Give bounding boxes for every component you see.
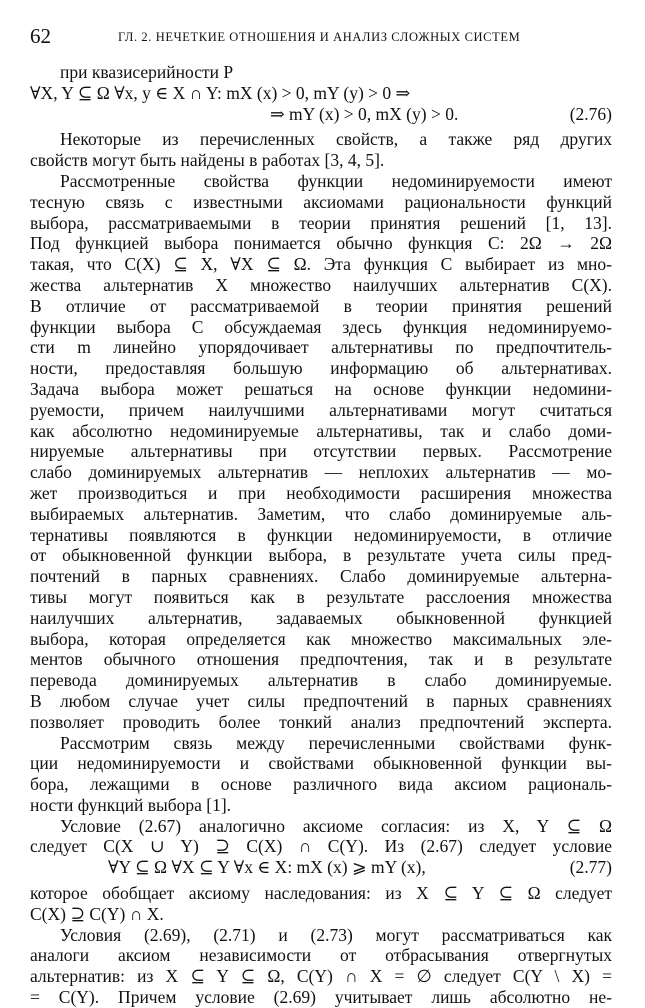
text-line: Рассмотрим связь между перечисленными свойствами функ- [60,732,612,753]
text-line: ции недоминируемости и свойствами обыкновенной функции вы- [30,753,612,774]
page-number: 62 [30,24,51,48]
equation-number: (2.76) [569,103,612,124]
text-line: нируемые альтернативы при отсутствии первых. Рассмотрение [30,441,612,462]
text-line: выбора, которая определяется как множество максимальных эле- [30,628,612,649]
text-line: жет производиться и при необходимости расширения множества [30,482,612,503]
text-line: бора, лежащими в основе различного вида аксиом рациональ- [30,774,612,795]
page-body [30,62,612,1008]
text-line: аналоги аксиом независимости от отбрасывания отвергнутых [30,945,612,966]
equation-number: (2.77) [569,857,612,878]
text-line: функции выбора C обсуждаемая здесь функция недоминируемо- [30,316,612,337]
formula-line-numbered [30,857,612,878]
text-line: тивы могут появиться как в результате расслоения множества [30,586,612,607]
page-header [30,24,620,54]
formula-continuation: ⇒ mY (x) > 0, mX (y) > 0. [270,103,459,124]
text-line: наилучших альтернатив, задаваемых обыкновенной функцией [30,607,612,628]
text-line: следует C(X ∪ Y) ⊇ C(X) ∩ C(Y). Из (2.67) следует условие [30,836,612,857]
text-line: перевода доминируемых альтернатив в слабо доминируемые. [30,670,612,691]
text-line: которое обобщает аксиому наследования: из X ⊆ Y ⊆ Ω следует [30,883,612,904]
formula-line: ∀X, Y ⊆ Ω ∀x, y ∈ X ∩ Y: mX (x) > 0, mY (y) > 0 ⇒ [30,82,411,103]
text-line: Задача выбора может решаться на основе функции недомини- [30,378,612,399]
text-line: альтернатив: из X ⊆ Y ⊆ Ω, C(Y) ∩ X = ∅ следует C(Y \ X) = [30,966,612,987]
text-line: Под функцией выбора понимается обычно функция C: 2Ω → 2Ω [30,233,612,254]
formula-line-numbered [30,104,612,125]
text-line: C(X) ⊇ C(Y) ∩ X. [30,903,164,924]
formula: ∀Y ⊆ Ω ∀X ⊆ Y ∀x ∈ X: mX (x) ⩾ mY (x), [108,857,426,878]
text-line: Условие (2.67) аналогично аксиоме согласия: из X, Y ⊆ Ω [60,815,612,836]
text-line: выбираемых альтернатив. Заметим, что слабо доминируемые аль- [30,503,612,524]
text-line: как абсолютно недоминируемые альтернативы, так и слабо доми- [30,420,612,441]
text-line: позволяет проводить более тонкий анализ предпочтений эксперта. [30,711,612,732]
text-line: ментов обычного отношения предпочтения, так и в результате [30,649,612,670]
text-line: выбора, рассматриваемыми в теории принятия решений [1, 13]. [30,212,612,233]
text-line: В отличие от рассматриваемой в теории принятия решений [30,295,612,316]
text-line: почтений в парных сравнениях. Слабо доминируемые альтерна- [30,566,612,587]
text-line: Рассмотренные свойства функции недоминируемости имеют [60,170,612,191]
text-line: Условия (2.69), (2.71) и (2.73) могут рассматриваться как [60,924,612,945]
text-line: руемости, причем наилучшими альтернативами могут считаться [30,399,612,420]
text-line: Некоторые из перечисленных свойств, а также ряд других [60,129,612,150]
text-line: свойств могут быть найдены в работах [3, 4, 5]. [30,150,385,171]
text-line: ности, предоставляя большую информацию об альтернативах. [30,358,612,379]
text-line: тернативы появляются в функции недоминируемости, в отличие [30,524,612,545]
text-line: при квазисерийности P [60,62,234,82]
text-line: жества альтернатив X множество наилучших альтернатив C(X). [30,274,612,295]
text-line: тесную связь с известными аксиомами рациональности функций [30,191,612,212]
text-line: такая, что C(X) ⊆ X, ∀X ⊆ Ω. Эта функция C выбирает из мно- [30,254,612,275]
text-line: = C(Y). Причем условие (2.69) учитывает лишь абсолютно не- [30,987,612,1008]
text-line: В любом случае учет силы предпочтений в парных сравнениях [30,690,612,711]
text-line: ности функций выбора [1]. [30,794,232,815]
text-line: от обыкновенной функции выбора, в результате учета силы пред- [30,545,612,566]
text-line: слабо доминируемых альтернатив — неплохих альтернатив — мо- [30,462,612,483]
text-line: сти m линейно упорядочивает альтернативы по предпочтитель- [30,337,612,358]
running-head: ГЛ. 2. НЕЧЕТКИЕ ОТНОШЕНИЯ И АНАЛИЗ СЛОЖНЫХ СИСТЕМ [118,30,521,44]
